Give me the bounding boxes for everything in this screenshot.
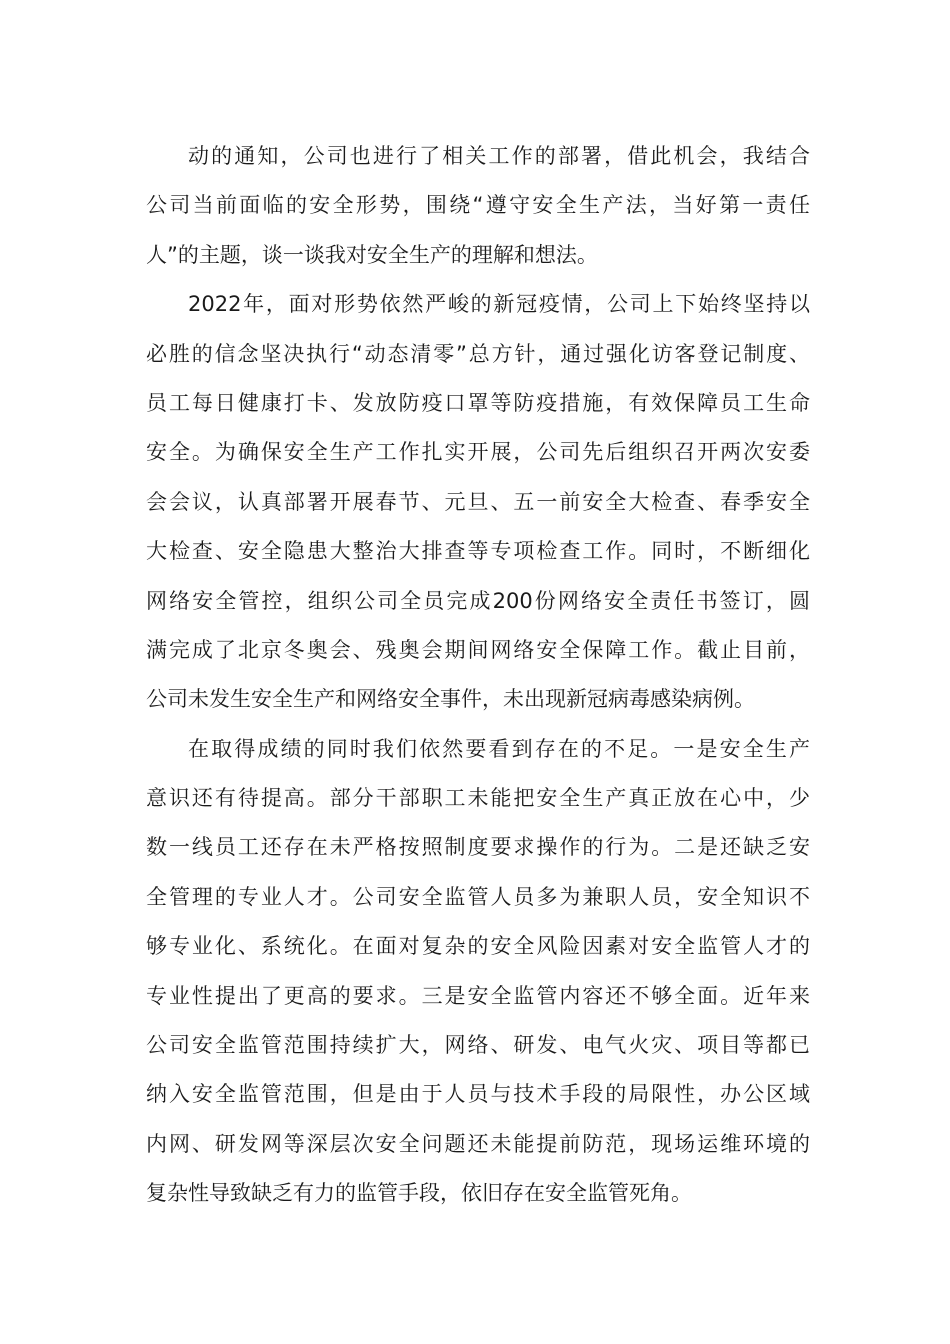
paragraph-line: 内网、研发网等深层次安全问题还未能提前防范，现场运维环境的	[146, 1131, 810, 1156]
paragraph-line: 公司当前面临的安全形势，围绕“遵守安全生产法，当好第一责任	[146, 193, 810, 218]
paragraph-line: 大检查、安全隐患大整治大排查等专项检查工作。同时，不断细化	[146, 539, 810, 564]
paragraph-line: 数一线员工还存在未严格按照制度要求操作的行为。二是还缺乏安	[146, 835, 810, 860]
paragraph-line: 2022年，面对形势依然严峻的新冠疫情，公司上下始终坚持以	[188, 292, 810, 317]
paragraph-line: 员工每日健康打卡、发放防疫口罩等防疫措施，有效保障员工生命	[146, 390, 810, 415]
document-body	[146, 132, 810, 1219]
paragraph-2	[146, 280, 810, 725]
paragraph-line: 人”的主题，谈一谈我对安全生产的理解和想法。	[146, 242, 598, 267]
paragraph-line: 网络安全管控，组织公司全员完成200份网络安全责任书签订，圆	[146, 588, 810, 613]
paragraph-line: 纳入安全监管范围，但是由于人员与技术手段的局限性，办公区域	[146, 1082, 810, 1107]
paragraph-3	[146, 725, 810, 1219]
paragraph-line: 复杂性导致缺乏有力的监管手段，依旧存在安全监管死角。	[146, 1181, 692, 1206]
paragraph-line: 够专业化、系统化。在面对复杂的安全风险因素对安全监管人才的	[146, 934, 810, 959]
paragraph-1	[146, 132, 810, 280]
paragraph-line: 满完成了北京冬奥会、残奥会期间网络安全保障工作。截止目前，	[146, 637, 810, 662]
paragraph-line: 公司未发生安全生产和网络安全事件，未出现新冠病毒感染病例。	[146, 687, 755, 712]
paragraph-line: 意识还有待提高。部分干部职工未能把安全生产真正放在心中，少	[146, 786, 810, 811]
paragraph-line: 动的通知，公司也进行了相关工作的部署，借此机会，我结合	[188, 144, 810, 168]
paragraph-line: 在取得成绩的同时我们依然要看到存在的不足。一是安全生产	[188, 736, 810, 761]
paragraph-line: 安全。为确保安全生产工作扎实开展，公司先后组织召开两次安委	[146, 440, 810, 465]
paragraph-line: 会会议，认真部署开展春节、元旦、五一前安全大检查、春季安全	[146, 489, 810, 514]
paragraph-line: 专业性提出了更高的要求。三是安全监管内容还不够全面。近年来	[146, 983, 810, 1008]
paragraph-line: 全管理的专业人才。公司安全监管人员多为兼职人员，安全知识不	[146, 884, 810, 909]
paragraph-line: 公司安全监管范围持续扩大，网络、研发、电气火灾、项目等都已	[146, 1033, 810, 1058]
paragraph-line: 必胜的信念坚决执行“动态清零”总方针，通过强化访客登记制度、	[146, 341, 810, 366]
